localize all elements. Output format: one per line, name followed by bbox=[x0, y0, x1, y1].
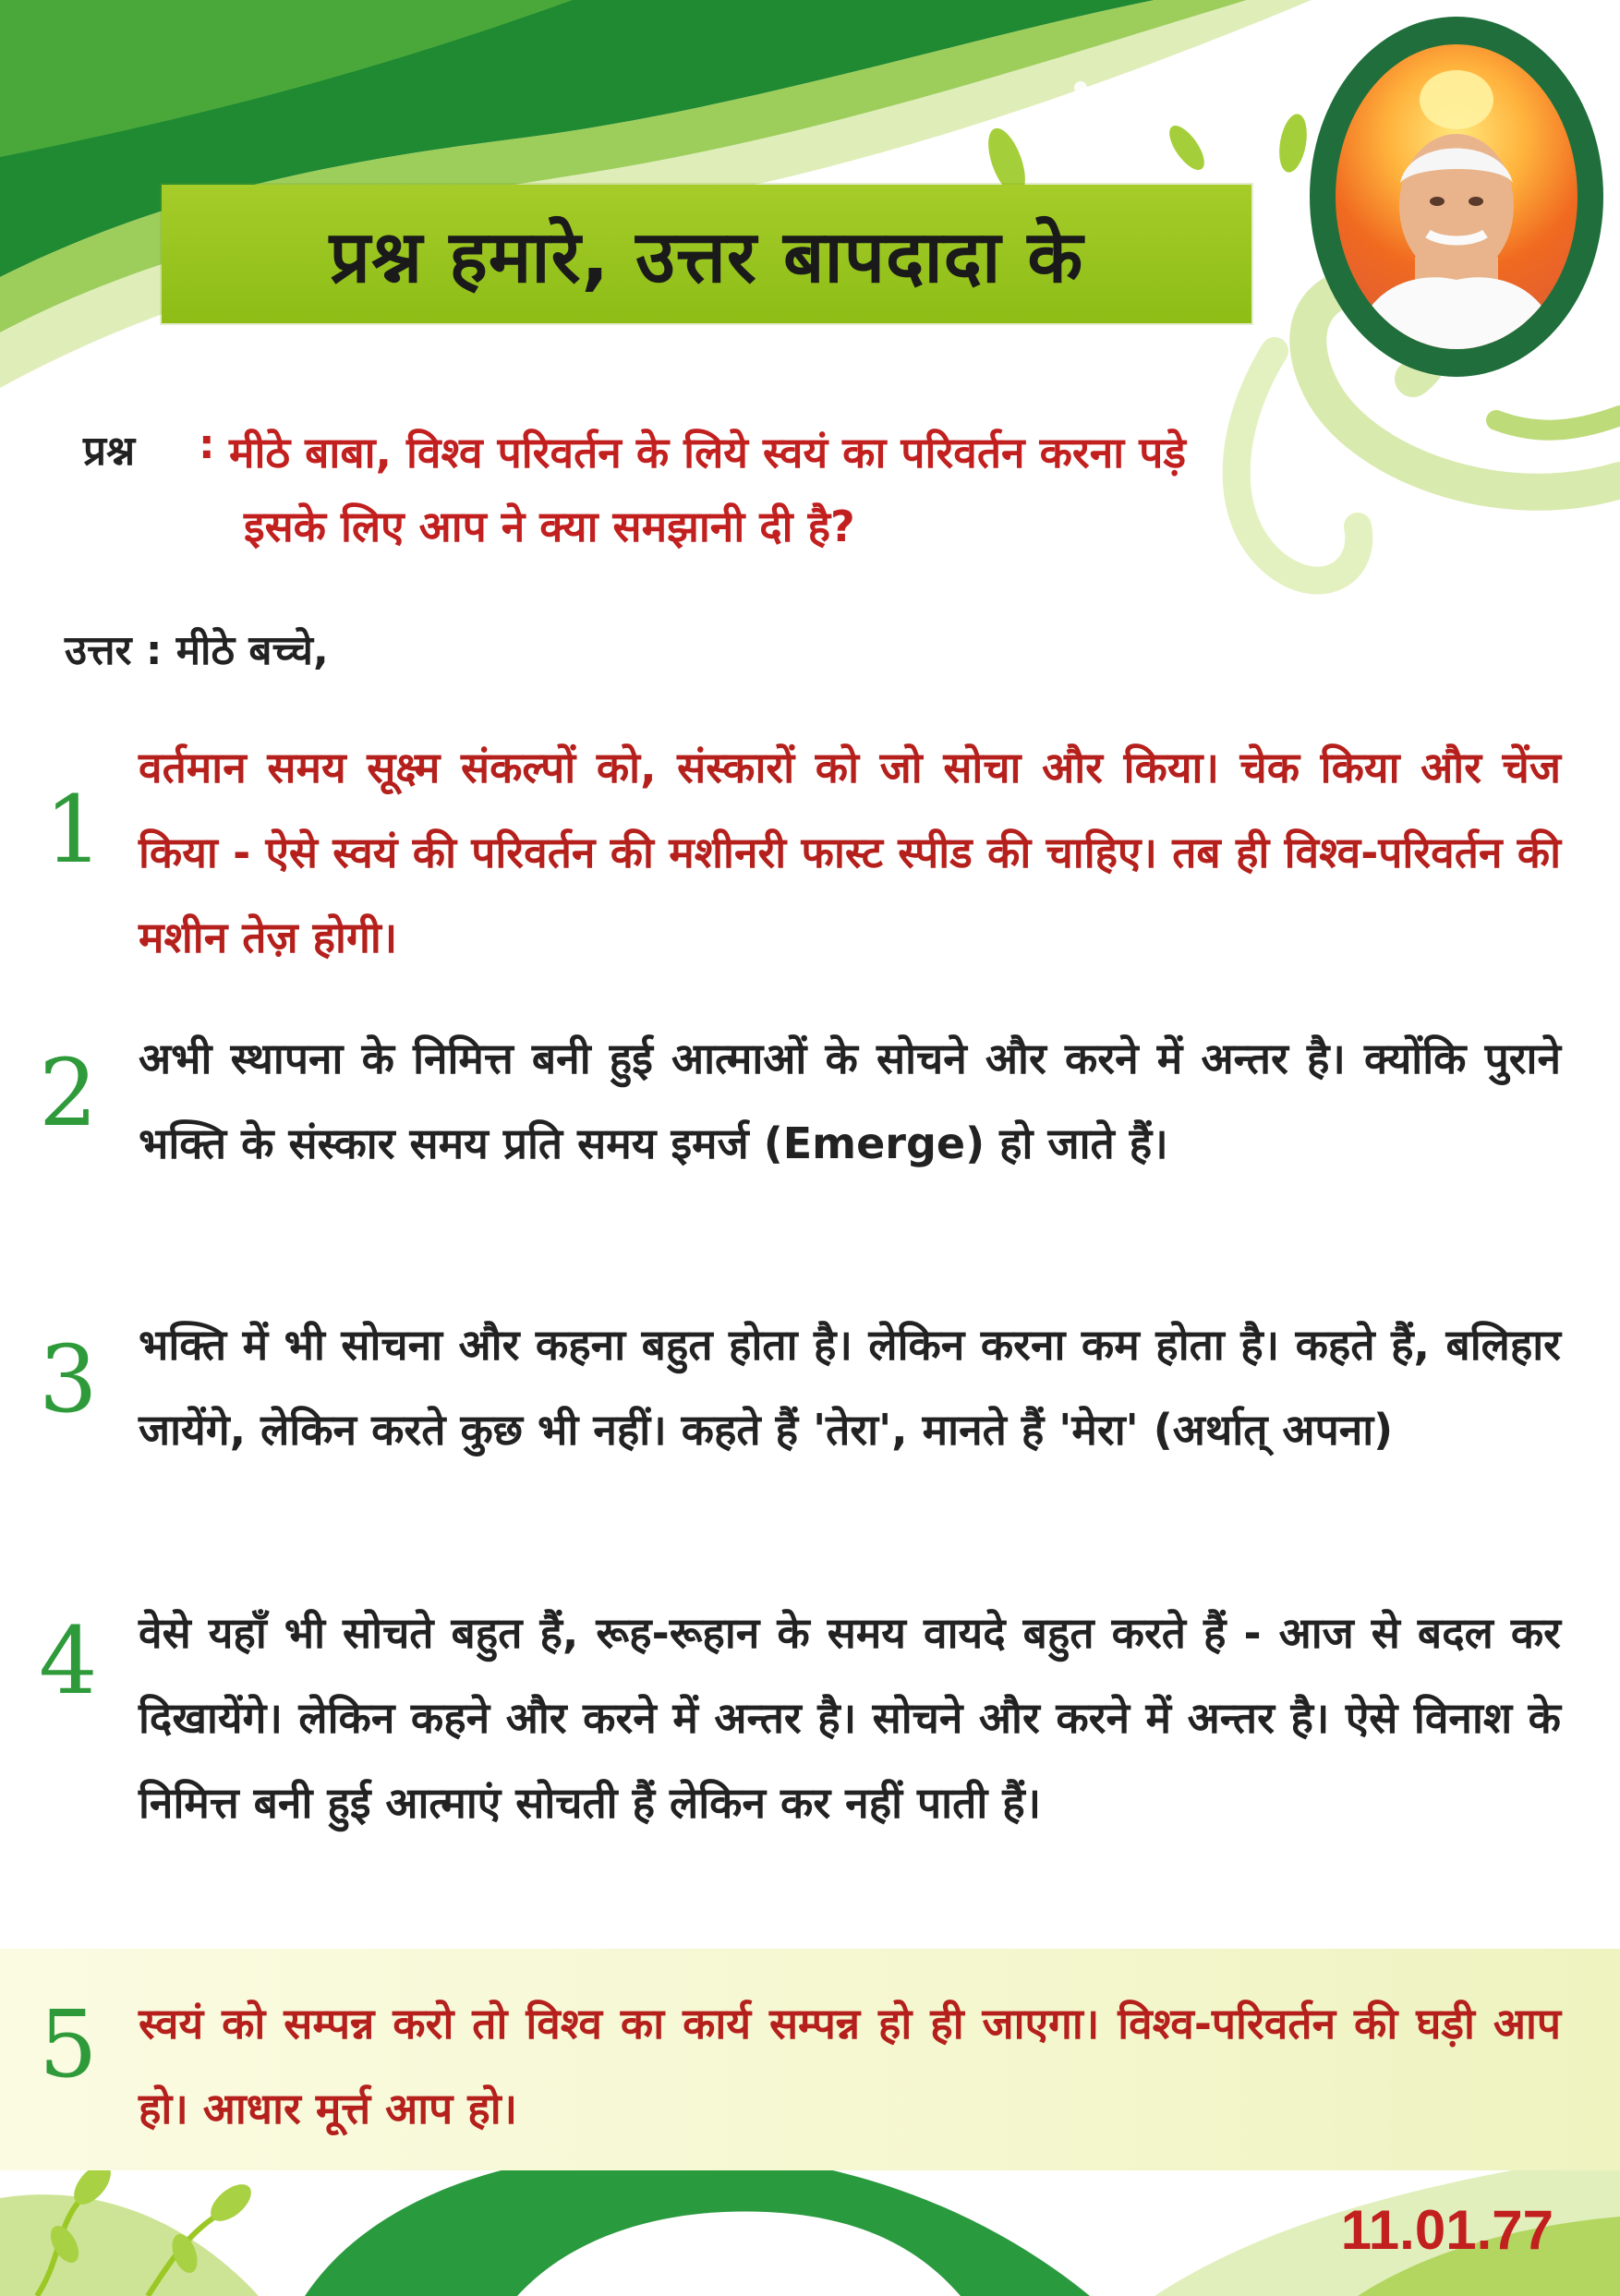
question-line-1: मीठे बाबा, विश्व परिवर्तन के लिये स्वयं का परिवर्तन करना पड़े bbox=[229, 428, 1186, 477]
point-text-4: वेसे यहाँ भी सोचते बहुत हैं, रूह-रूहान के समय वायदे बहुत करते हैं - आज से बदल कर दिखायेंगे। लेकिन कहने और करने में अन्तर है। सोचने और करने में अन्तर है। ऐसे विनाश के निमित्त बनी हुई आत्माएं सोचती हैं लेकिन कर नहीं पाती हैं। bbox=[139, 1608, 1561, 1828]
point-number-5: 5 bbox=[39, 1990, 98, 2098]
portrait-figure bbox=[1336, 44, 1578, 349]
date-stamp: 11.01.77 bbox=[1340, 2199, 1554, 2261]
page-title: प्रश्न हमारे, उत्तर बापदादा के bbox=[329, 216, 1084, 299]
answer-label: उत्तर : मीठे बच्चे, bbox=[65, 627, 329, 674]
point-number-3: 3 bbox=[39, 1325, 98, 1433]
point-number-2: 2 bbox=[39, 1039, 98, 1147]
point-text-1: वर्तमान समय सूक्ष्म संकल्पों को, संस्कारों को जो सोचा और किया। चेक किया और चेंज किया - ऐसे स्वयं की परिवर्तन की मशीनरी फास्ट स्पीड की चाहिए। तब ही विश्व-परिवर्तन की मशीन तेज़ होगी। bbox=[139, 743, 1561, 962]
question-colon: : bbox=[199, 421, 215, 468]
point-text-5: स्वयं को सम्पन्न करो तो विश्व का कार्य सम्पन्न हो ही जाएगा। विश्व-परिवर्तन की घड़ी आप हो। आधार मूर्त्त आप हो। bbox=[139, 1999, 1561, 2133]
point-number-4: 4 bbox=[39, 1607, 98, 1715]
question-line-2: इसके लिए आप ने क्या समझानी दी है? bbox=[244, 501, 855, 551]
point-text-3: भक्ति में भी सोचना और कहना बहुत होता है। लेकिन करना कम होता है। कहते हैं, बलिहार जायेंगे, लेकिन करते कुछ भी नहीं। कहते हैं 'तेरा', मानते हैं 'मेरा' (अर्थात् अपना) bbox=[139, 1320, 1561, 1455]
portrait-photo bbox=[1310, 17, 1603, 377]
question-text bbox=[229, 416, 1568, 563]
question-label: प्रश्न bbox=[83, 428, 136, 475]
point-text-2: अभी स्थापना के निमित्त बनी हुई आत्माओं के सोचने और करने में अन्तर है। क्योंकि पुराने भक्ति के संस्कार समय प्रति समय इमर्ज (Emerge) हो जाते हैं। bbox=[139, 1033, 1561, 1168]
point-number-1: 1 bbox=[44, 776, 103, 884]
portrait-photo-inner bbox=[1336, 44, 1578, 349]
title-banner bbox=[162, 185, 1251, 323]
